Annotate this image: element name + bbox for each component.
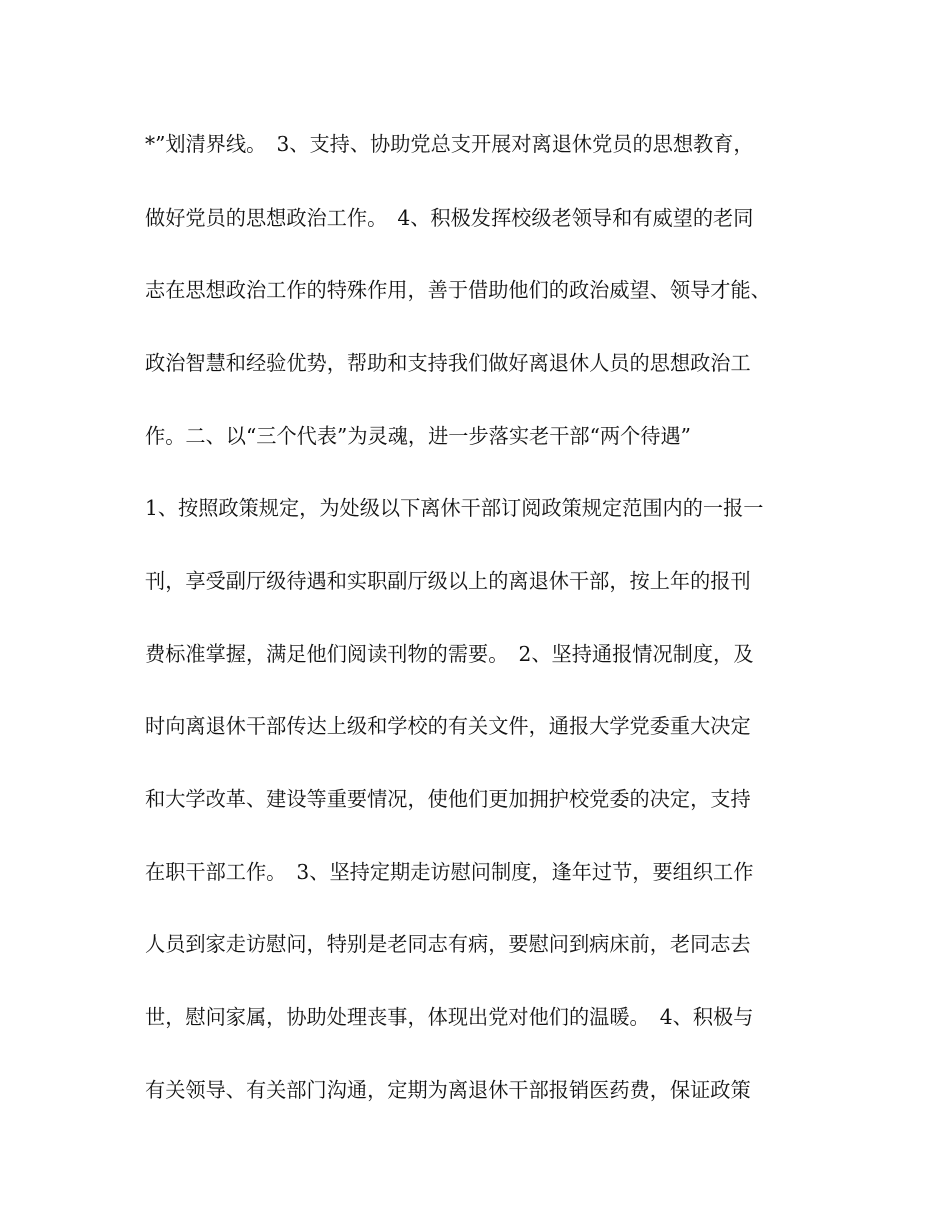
text-line-5: 作。二、以“三个代表”为灵魂，进一步落实老干部“两个待遇”	[145, 424, 691, 448]
text-line-10: 和大学改革、建设等重要情况，使他们更加拥护校党委的决定，支持	[145, 787, 751, 811]
text-line-12: 人员到家走访慰问，特别是老同志有病，要慰问到病床前，老同志去	[145, 932, 751, 956]
text-line-3: 志在思想政治工作的特殊作用，善于借助他们的政治威望、领导才能、	[145, 278, 771, 302]
text-line-13: 世，慰问家属，协助处理丧事，体现出党对他们的温暖。 4、积极与	[145, 1005, 754, 1029]
text-line-6: 1、按照政策规定，为处级以下离休干部订阅政策规定范围内的一报一	[145, 496, 764, 520]
text-line-9: 时向离退休干部传达上级和学校的有关文件，通报大学党委重大决定	[145, 714, 751, 738]
text-line-1: *”划清界线。 3、支持、协助党总支开展对离退休党员的思想教育，	[145, 132, 754, 156]
text-line-4: 政治智慧和经验优势，帮助和支持我们做好离退休人员的思想政治工	[145, 351, 751, 375]
text-line-11: 在职干部工作。 3、坚持定期走访慰问制度，逢年过节，要组织工作	[145, 860, 754, 884]
text-line-2: 做好党员的思想政治工作。 4、积极发挥校级老领导和有威望的老同	[145, 206, 754, 230]
text-line-7: 刊，享受副厅级待遇和实职副厅级以上的离退休干部，按上年的报刊	[145, 569, 751, 593]
text-line-8: 费标准掌握，满足他们阅读刊物的需要。 2、坚持通报情况制度，及	[145, 642, 754, 666]
text-line-14: 有关领导、有关部门沟通，定期为离退休干部报销医药费，保证政策	[145, 1078, 751, 1102]
